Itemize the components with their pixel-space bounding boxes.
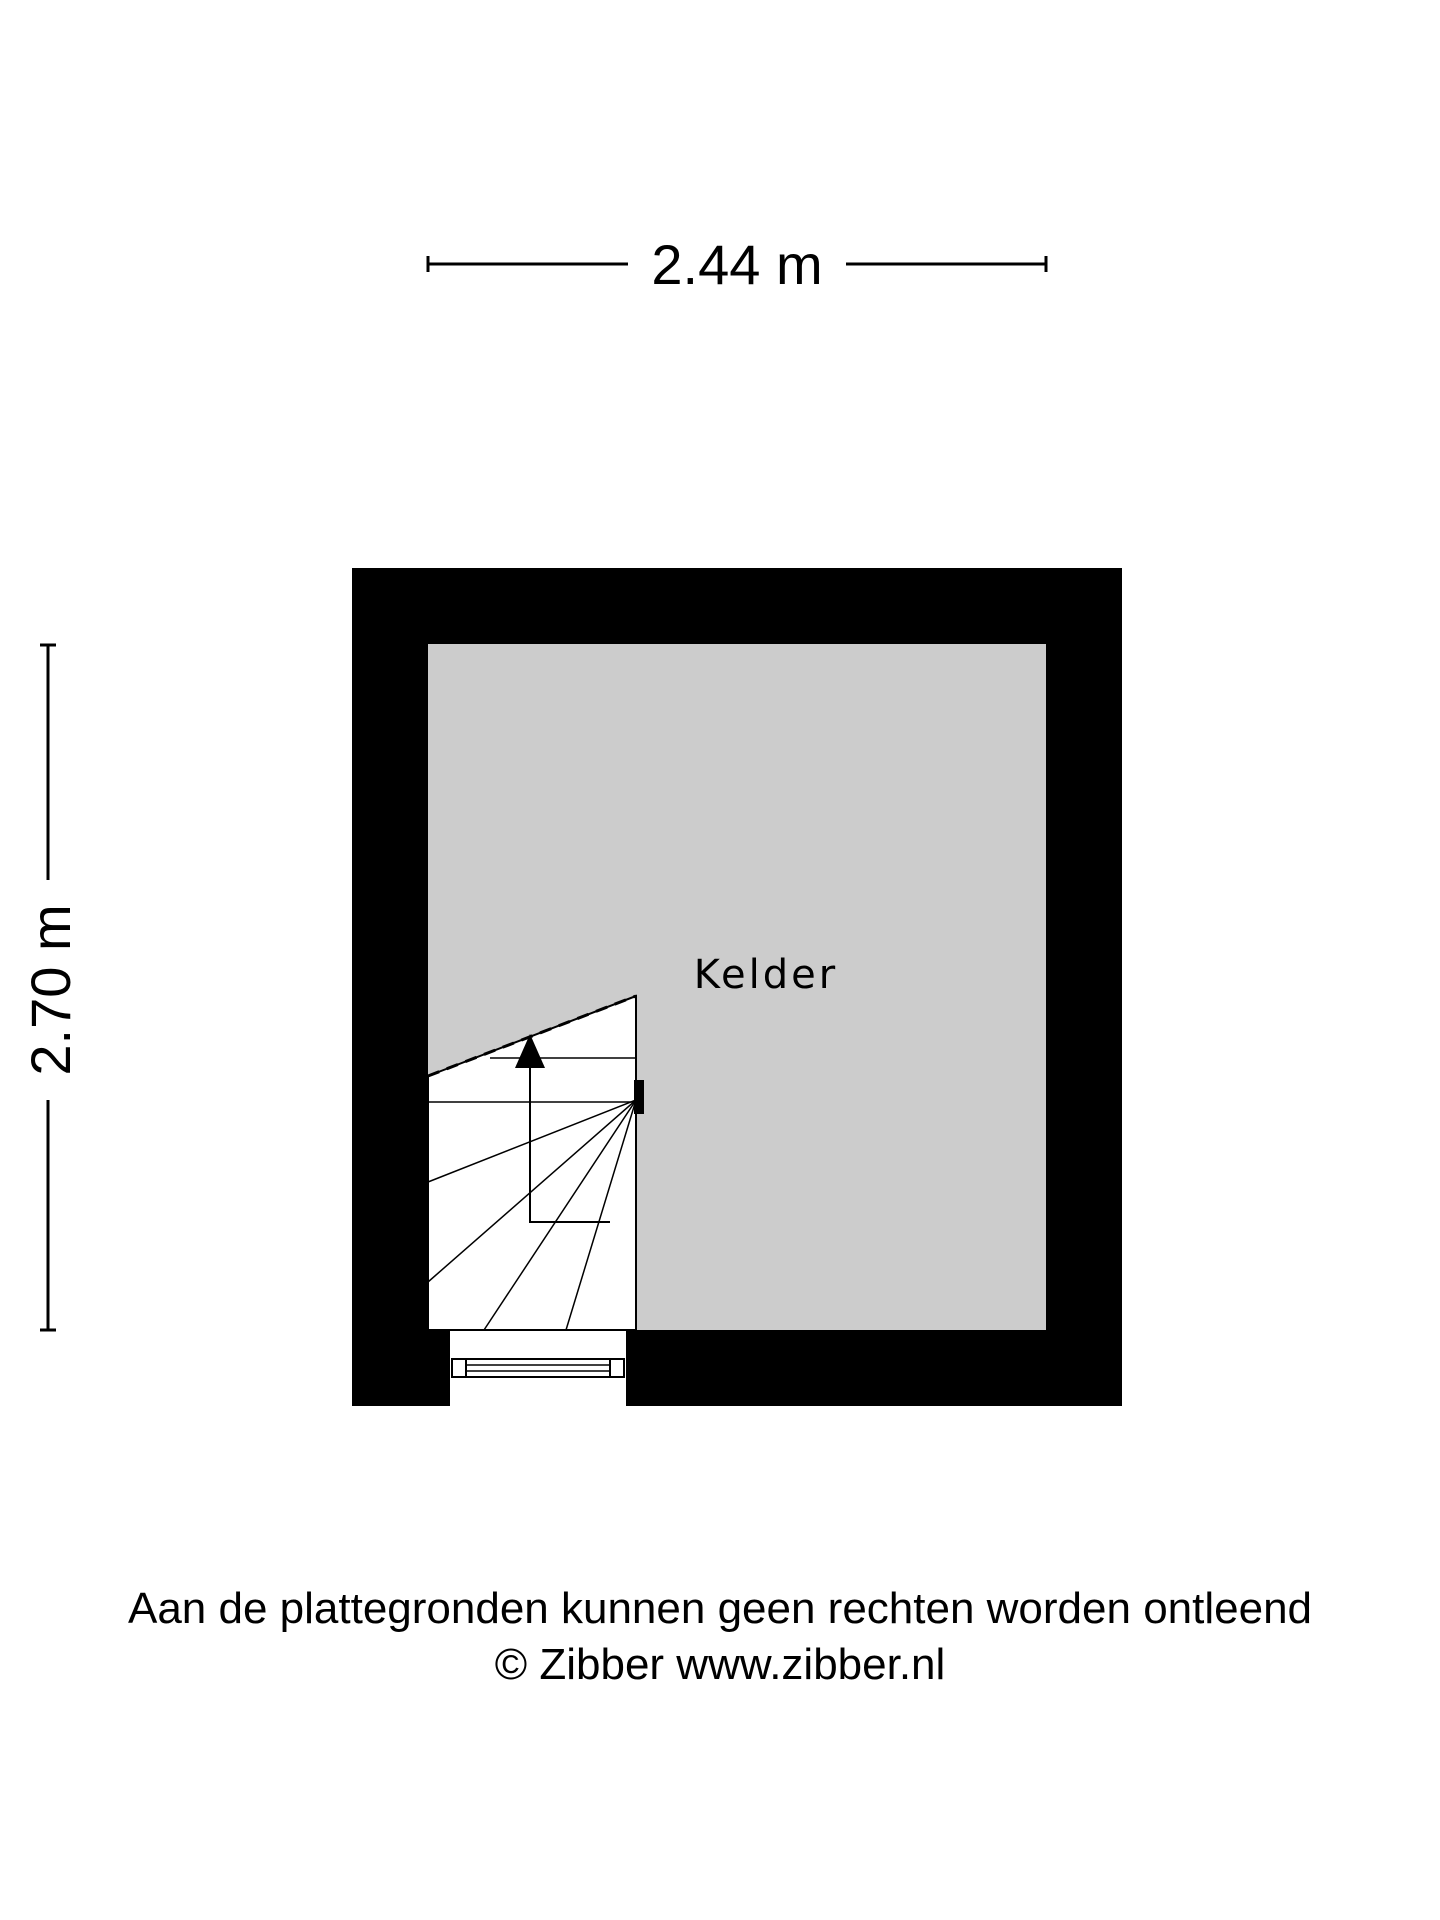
door-opening — [450, 1330, 626, 1410]
width-dimension-label: 2.44 m — [651, 233, 823, 296]
footer-disclaimer: Aan de plattegronden kunnen geen rechten worden ontleend — [127, 1584, 1313, 1633]
handrail-post — [634, 1080, 644, 1114]
height-dimension — [19, 645, 82, 1330]
height-dimension-label: 2.70 m — [19, 904, 82, 1076]
footer-credit: © Zibber www.zibber.nl — [494, 1640, 946, 1689]
room-label-kelder: Kelder — [693, 952, 839, 998]
width-dimension — [428, 233, 1046, 296]
